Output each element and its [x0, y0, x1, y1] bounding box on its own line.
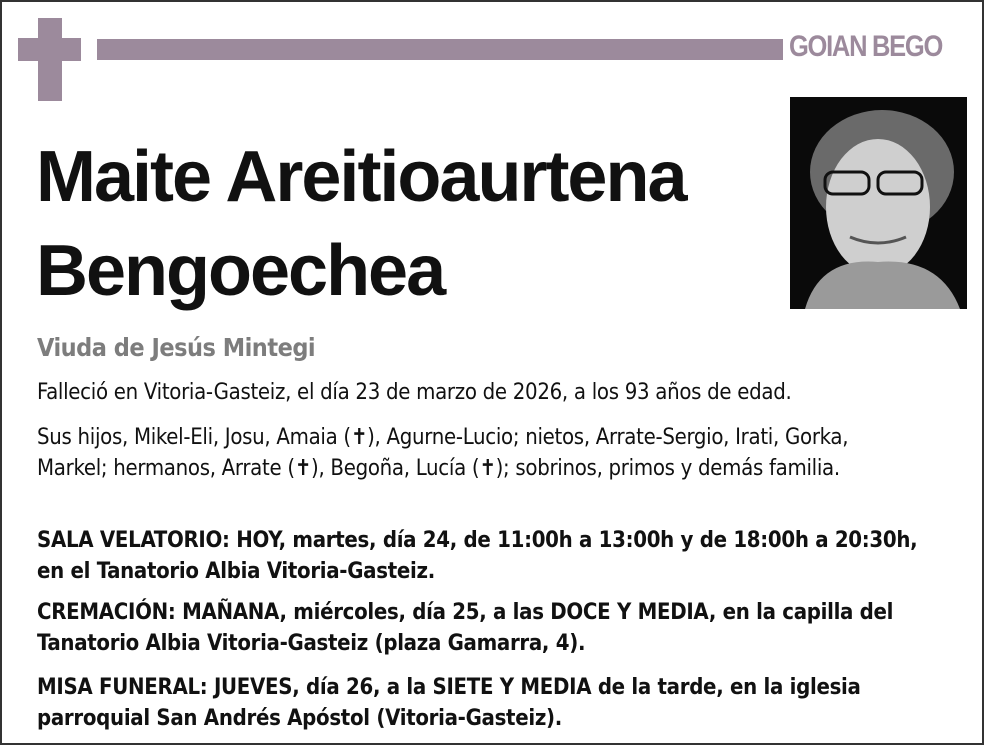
deceased-name: [36, 130, 685, 318]
wake-paragraph: SALA VELATORIO: HOY, martes, día 24, de 11:00h a 13:00h y de 18:00h a 20:30h, en el Tanatorio Albia Vitoria-Gasteiz.: [37, 528, 918, 584]
name-line-2: Bengoechea: [36, 231, 445, 311]
cremation-paragraph: CREMACIÓN: MAÑANA, miércoles, día 25, a las DOCE Y MEDIA, en la capilla del Tanatorio Albia Vitoria-Gasteiz (plaza Gamarra, 4).: [37, 600, 894, 656]
name-line-1: Maite Areitioaurtena: [36, 137, 686, 217]
mass-paragraph: MISA FUNERAL: JUEVES, día 26, a la SIETE Y MEDIA de la tarde, en la iglesia parroquial San Andrés Apóstol (Vitoria-Gasteiz).: [37, 675, 861, 731]
subtitle: Viuda de Jesús Mintegi: [37, 333, 316, 362]
death-notice: Falleció en Vitoria-Gasteiz, el día 23 de marzo de 2026, a los 93 años de edad.: [37, 380, 792, 405]
portrait-photo: [790, 97, 967, 309]
header-bar: [97, 39, 783, 60]
family-paragraph: Sus hijos, Mikel-Eli, Josu, Amaia (✝), Agurne-Lucio; nietos, Arrate-Sergio, Irati, Gorka, Markel; hermanos, Arrate (✝), Begoña, Lucía (✝); sobrinos, primos y demás familia.: [37, 425, 849, 481]
cross-icon-arm: [18, 38, 81, 61]
brand-label: GOIAN BEGO: [789, 30, 943, 63]
